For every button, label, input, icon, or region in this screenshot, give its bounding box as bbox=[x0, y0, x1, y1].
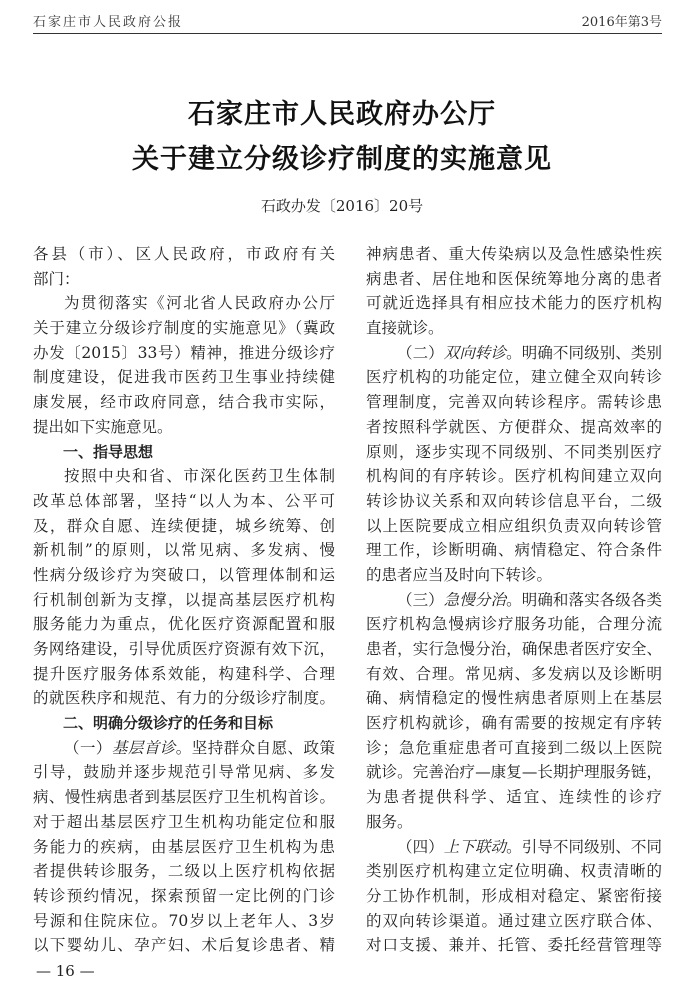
text-line: 神病患者、重大传染病以及急性感染性疾 bbox=[366, 245, 662, 263]
item-number: （二） bbox=[397, 343, 444, 362]
text-line: 行机制创新为支撑，以提高基层医疗机构 bbox=[33, 590, 335, 609]
text-line bbox=[366, 835, 662, 860]
text-line: 转诊预约情况，探索预留一定比例的门诊 bbox=[33, 886, 335, 905]
text-line bbox=[366, 341, 662, 366]
text-line: 患者，实行急慢分治，确保患者医疗安全、 bbox=[366, 640, 662, 658]
text-line bbox=[366, 588, 662, 613]
text-line: 的就医秩序和规范、有力的分级诊疗制度。 bbox=[33, 689, 335, 708]
body-column-left bbox=[33, 242, 335, 958]
text-line: 办发〔2015〕33号）精神，推进分级诊疗 bbox=[33, 343, 335, 362]
text-line: 新机制”的原则，以常见病、多发病、慢 bbox=[33, 541, 335, 560]
item-text: 。坚持群众自愿、政策 bbox=[175, 738, 335, 757]
text-line: 对口支援、兼并、托管、委托经营管理等 bbox=[366, 936, 662, 955]
item-label: 上下联动 bbox=[443, 837, 507, 856]
text-line: 确、病情稳定的慢性病患者原则上在基层 bbox=[366, 689, 662, 708]
item-text: 。明确和落实各级各类 bbox=[506, 590, 662, 609]
section-heading: 一、指导思想 bbox=[63, 442, 154, 461]
text-line: 康发展，经市政府同意，结合我市实际， bbox=[33, 393, 335, 412]
document-title-line2: 关于建立分级诊疗制度的实施意见 bbox=[132, 144, 552, 175]
text-line: 病、慢性病患者到基层医疗卫生机构首诊。 bbox=[33, 788, 335, 807]
document-title-line1: 石家庄市人民政府办公厅 bbox=[188, 99, 496, 130]
text-line: 医疗机构急慢病诊疗服务功能，合理分流 bbox=[366, 615, 662, 634]
text-line: 改革总体部署，坚持“以人为本、公平可 bbox=[33, 491, 335, 510]
text-line: 务网络建设，引导优质医疗资源有效下沉， bbox=[33, 640, 335, 658]
text-line bbox=[33, 736, 335, 761]
document-number: 石政办发〔2016〕20号 bbox=[260, 197, 424, 215]
text-line: 医疗机构的功能定位，建立健全双向转诊 bbox=[366, 368, 662, 387]
text-line: 提升医疗服务体系效能，构建科学、合理 bbox=[33, 664, 335, 683]
text-line: 制度建设，促进我市医药卫生事业持续健 bbox=[33, 368, 335, 387]
text-line: 可就近选择具有相应技术能力的医疗机构 bbox=[366, 294, 662, 313]
text-line: 原则，逐步实现不同级别、不同类别医疗 bbox=[366, 442, 662, 461]
text-line: 及，群众自愿、连续便捷，城乡统筹、创 bbox=[33, 516, 335, 535]
text-line: 以下婴幼儿、孕产妇、术后复诊患者、精 bbox=[33, 936, 335, 955]
text-line: 务能力的疾病，由基层医疗卫生机构为患 bbox=[33, 837, 335, 856]
text-line: 引导，鼓励并逐步规范引导常见病、多发 bbox=[33, 763, 335, 782]
page-number: — 16 — bbox=[36, 962, 95, 980]
text-line: 有效、合理。常见病、多发病以及诊断明 bbox=[366, 664, 662, 683]
text-line: 按照中央和省、市深化医药卫生体制 bbox=[64, 467, 335, 486]
text-line: 诊；急危重症患者可直接到二级以上医院 bbox=[366, 738, 662, 757]
text-line: 管理制度，完善双向转诊程序。需转诊患 bbox=[366, 393, 662, 412]
text-line: 直接就诊。 bbox=[366, 319, 444, 338]
text-line: 分工协作机制，形成相对稳定、紧密衔接 bbox=[366, 886, 662, 905]
item-label: 基层首诊 bbox=[111, 738, 176, 757]
text-line: 理工作，诊断明确、病情稳定、符合条件 bbox=[366, 541, 662, 560]
text-line: 提出如下实施意见。 bbox=[33, 417, 173, 436]
body-column-right bbox=[366, 242, 662, 958]
item-text: 。引导不同级别、不同 bbox=[506, 837, 662, 856]
item-label: 双向转诊 bbox=[443, 343, 507, 362]
text-line: 者提供转诊服务，二级以上医疗机构依据 bbox=[33, 862, 335, 881]
text-line: 的双向转诊渠道。通过建立医疗联合体、 bbox=[366, 911, 662, 930]
item-number: （一） bbox=[64, 738, 112, 757]
text-line: 为患者提供科学、适宜、连续性的诊疗 bbox=[366, 788, 662, 807]
item-number: （三） bbox=[397, 590, 444, 609]
text-line: 关于建立分级诊疗制度的实施意见》（冀政 bbox=[33, 319, 335, 338]
header-rule bbox=[33, 33, 662, 34]
section-heading: 二、明确分级诊疗的任务和目标 bbox=[63, 714, 274, 733]
text-line: 转诊协议关系和双向转诊信息平台，二级 bbox=[366, 491, 662, 510]
text-line: 为贯彻落实《河北省人民政府办公厅 bbox=[64, 294, 335, 313]
publication-name: 石家庄市人民政府公报 bbox=[33, 15, 184, 30]
item-number: （四） bbox=[397, 837, 444, 856]
text-line: 病患者、居住地和医保统筹地分离的患者 bbox=[366, 269, 662, 288]
text-line: 对于超出基层医疗卫生机构功能定位和服 bbox=[33, 812, 335, 831]
text-line: 服务能力为重点，优化医疗资源配置和服 bbox=[33, 615, 335, 634]
text-line: 号源和住院床位。70岁以上老年人、3岁 bbox=[33, 911, 335, 930]
item-text: 。明确不同级别、类别 bbox=[506, 343, 662, 362]
item-label: 急慢分治 bbox=[443, 590, 507, 609]
text-line: 者按照科学就医、方便群众、提高效率的 bbox=[366, 417, 662, 436]
text-line: 的患者应当及时向下转诊。 bbox=[366, 565, 553, 584]
text-line: 服务。 bbox=[366, 812, 413, 831]
text-line: 性病分级诊疗为突破口，以管理体制和运 bbox=[33, 565, 335, 584]
text-line: 医疗机构就诊，确有需要的按规定有序转 bbox=[366, 714, 662, 733]
text-line: 就诊。完善治疗—康复—长期护理服务链， bbox=[366, 763, 662, 782]
text-line: 以上医院要成立相应组织负责双向转诊管 bbox=[366, 516, 662, 535]
issue-number: 2016年第3号 bbox=[581, 15, 662, 30]
text-line: 类别医疗机构建立定位明确、权责清晰的 bbox=[366, 862, 662, 881]
text-line: 部门： bbox=[33, 269, 80, 288]
text-line: 各县（市）、区人民政府，市政府有关 bbox=[33, 245, 335, 263]
text-line: 机构间的有序转诊。医疗机构间建立双向 bbox=[366, 467, 662, 486]
